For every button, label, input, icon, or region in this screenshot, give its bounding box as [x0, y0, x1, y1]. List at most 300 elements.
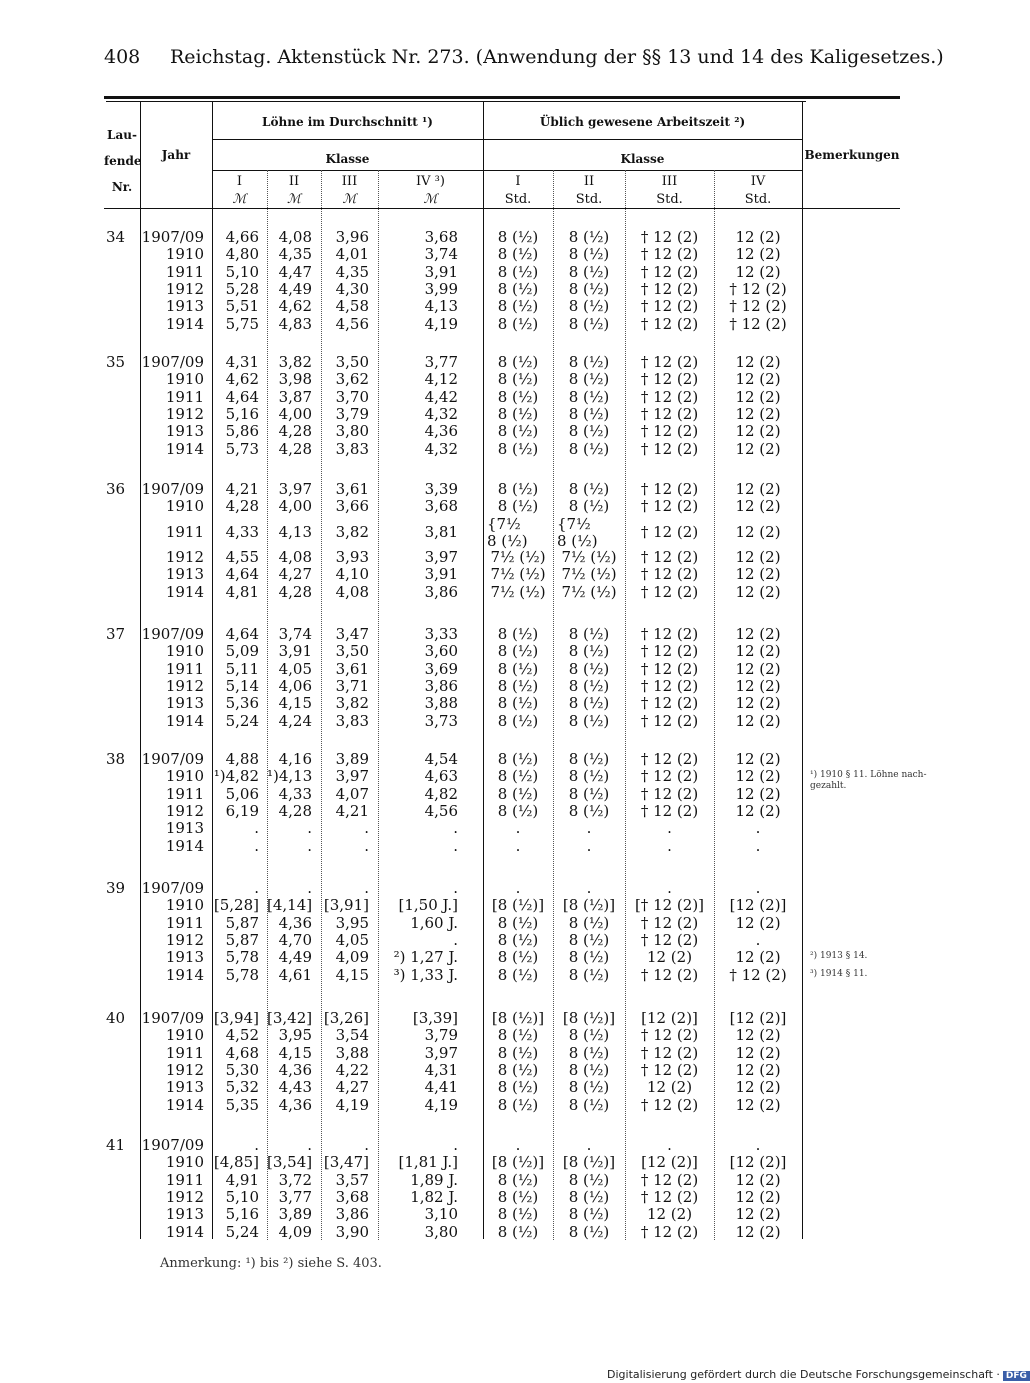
- worktime-cell: 12 (2): [646, 1078, 693, 1097]
- wage-cell: ³) 1,33 J.: [393, 965, 458, 984]
- wage-cell: 5,16: [225, 1205, 259, 1224]
- worktime-cell: 8 (½): [568, 676, 610, 695]
- year-cell: 1912: [165, 801, 204, 820]
- wage-class-2: II: [288, 174, 300, 189]
- worktime-cell: [8 (½)]: [491, 1009, 545, 1027]
- worktime-cell: 8 (½): [568, 1222, 610, 1241]
- wage-cell: 3,69: [424, 659, 458, 678]
- year-cell: 1911: [165, 913, 204, 932]
- worktime-cell: 12 (2): [735, 228, 781, 246]
- worktime-cell: 8 (½): [568, 297, 610, 316]
- wage-cell: 3,61: [335, 659, 369, 678]
- wage-cell: 3,91: [424, 565, 458, 584]
- wage-cell: 5,36: [225, 694, 259, 713]
- wage-cell: 4,32: [424, 439, 458, 458]
- wage-cell: 4,01: [335, 245, 369, 264]
- worktime-cell: 8 (½): [568, 245, 610, 264]
- page-header: [104, 44, 944, 74]
- wage-cell: 3,77: [424, 353, 458, 371]
- group-number: 39: [106, 879, 126, 897]
- year-cell: 1911: [165, 262, 204, 281]
- wage-cell: 3,89: [335, 750, 369, 768]
- wage-cell: [5,28]: [213, 896, 259, 915]
- wage-cell: 4,61: [278, 965, 312, 984]
- worktime-cell: 8 (½): [497, 314, 539, 333]
- worktime-cell: 7½ (½): [490, 582, 546, 601]
- worktime-cell: 12 (2): [735, 547, 781, 566]
- wage-cell: 5,32: [225, 1078, 259, 1097]
- worktime-cell: 12 (2): [735, 1222, 781, 1241]
- wage-cell: 3,50: [335, 642, 369, 661]
- wage-cell: 4,22: [335, 1060, 369, 1079]
- worktime-cell: .: [586, 879, 592, 897]
- worktime-cell: 12 (2): [735, 480, 781, 498]
- wage-cell: 1,82 J.: [410, 1187, 458, 1206]
- worktime-cell: 8 (½): [497, 1043, 539, 1062]
- wage-cell: 3,74: [278, 625, 312, 643]
- wage-cell: 4,62: [278, 297, 312, 316]
- wage-cell: 3,57: [335, 1170, 369, 1189]
- wage-cell: 4,06: [278, 676, 312, 695]
- worktime-cell: 8 (½): [568, 480, 610, 498]
- year-cell: 1910: [165, 642, 204, 661]
- worktime-cell: 12 (2): [735, 422, 781, 441]
- wage-cell: 3,74: [424, 245, 458, 264]
- wage-cell: 4,31: [424, 1060, 458, 1079]
- worktime-cell: .: [755, 819, 761, 838]
- time-unit-4: Std.: [744, 192, 772, 207]
- year-cell: 1907/09: [141, 1136, 204, 1154]
- credit-text: Digitalisierung gefördert durch die Deutsche Forschungsgemeinschaft ·: [607, 1368, 1000, 1381]
- worktime-cell: [8 (½)]: [491, 1153, 545, 1172]
- year-cell: 1912: [165, 1187, 204, 1206]
- worktime-cell: † 12 (2): [640, 801, 699, 820]
- worktime-cell: † 12 (2): [640, 767, 699, 786]
- wage-cell: 3,77: [278, 1187, 312, 1206]
- wage-cell: 3,93: [335, 547, 369, 566]
- wage-cell: 3,54: [335, 1026, 369, 1045]
- worktime-cell: .: [755, 836, 761, 855]
- wage-cell: 4,32: [424, 404, 458, 423]
- group-number: 38: [106, 750, 126, 768]
- worktime-cell: † 12 (2): [640, 659, 699, 678]
- year-cell: 1907/09: [141, 228, 204, 246]
- worktime-cell: 12 (2): [646, 1205, 693, 1224]
- worktime-cell: 8 (½): [568, 387, 610, 406]
- wage-cell: 4,68: [225, 1043, 259, 1062]
- table-top-rule-thin: [106, 101, 806, 102]
- wage-cell: 4,19: [424, 1095, 458, 1114]
- worktime-cell: † 12 (2): [640, 784, 699, 803]
- remark-note: gezahlt.: [810, 780, 847, 791]
- time-class-2: II: [583, 174, 595, 189]
- wage-cell: [1,81 J.]: [398, 1153, 458, 1172]
- worktime-cell: 8 (½): [497, 1170, 539, 1189]
- worktime-cell: 8 (½): [568, 439, 610, 458]
- year-cell: 1910: [165, 245, 204, 264]
- wage-cell: .: [254, 836, 259, 855]
- wage-cell: 5,51: [225, 297, 259, 316]
- worktime-cell: 12 (2): [735, 1187, 781, 1206]
- wage-cell: 4,28: [278, 801, 312, 820]
- wage-cell: 4,31: [225, 353, 259, 371]
- year-cell: 1907/09: [141, 879, 204, 897]
- year-cell: 1914: [165, 1222, 204, 1241]
- worktime-cell: .: [755, 930, 761, 949]
- worktime-cell: 12 (2): [735, 1095, 781, 1114]
- header-bemerkungen: Bemerkungen: [804, 148, 900, 162]
- wage-cell: [3,42]: [267, 1009, 313, 1027]
- worktime-cell: 12 (2): [735, 676, 781, 695]
- wage-cell: 3,89: [278, 1205, 312, 1224]
- remark-note: ¹) 1910 § 11. Löhne nach-: [810, 770, 927, 781]
- year-cell: 1907/09: [141, 353, 204, 371]
- wage-cell: 4,13: [278, 522, 312, 541]
- worktime-cell: .: [667, 836, 672, 855]
- wage-cell: 4,33: [225, 522, 259, 541]
- wage-cell: 4,15: [278, 694, 312, 713]
- worktime-cell: .: [515, 879, 521, 897]
- worktime-cell: 8 (½): [497, 801, 539, 820]
- wage-cell: 4,64: [225, 565, 259, 584]
- header-bottom-rule: [104, 208, 900, 209]
- worktime-cell: 8 (½): [497, 659, 539, 678]
- worktime-cell: 12 (2): [735, 245, 781, 264]
- header-laufende-nr: [104, 122, 140, 200]
- wage-class-1: I: [236, 174, 243, 189]
- wage-cell: 4,35: [278, 245, 312, 264]
- wage-cell: 4,19: [335, 1095, 369, 1114]
- worktime-cell: 8 (½): [568, 913, 610, 932]
- worktime-cell: 8 (½): [568, 642, 610, 661]
- wage-cell: 3,98: [278, 370, 312, 389]
- wage-cell: 3,68: [335, 1187, 369, 1206]
- year-cell: 1910: [165, 497, 204, 516]
- worktime-cell: 7½ (½): [490, 547, 546, 566]
- wage-cell: 4,08: [278, 547, 312, 566]
- wage-cell: 4,12: [424, 370, 458, 389]
- header-arbeitszeit: Üblich gewesene Arbeitszeit ²): [539, 115, 746, 129]
- wage-cell: 1,60 J.: [410, 913, 458, 932]
- wage-cell: 3,88: [424, 694, 458, 713]
- year-cell: 1914: [165, 965, 204, 984]
- year-cell: 1907/09: [141, 480, 204, 498]
- wage-cell: [3,47]: [323, 1153, 369, 1172]
- worktime-cell: † 12 (2): [729, 279, 787, 298]
- worktime-cell: 8 (½): [497, 948, 539, 967]
- worktime-cell: 7½ (½): [490, 565, 546, 584]
- wage-cell: 3,99: [424, 279, 458, 298]
- worktime-cell: 8 (½): [568, 801, 610, 820]
- year-cell: 1914: [165, 711, 204, 730]
- year-cell: 1911: [165, 1170, 204, 1189]
- worktime-cell: 8 (½): [497, 1060, 539, 1079]
- wage-unit-3: ℳ: [342, 192, 357, 207]
- year-cell: 1913: [165, 694, 204, 713]
- group-number: 40: [106, 1009, 126, 1027]
- wage-cell: 5,16: [225, 404, 259, 423]
- worktime-cell: 8 (½): [497, 262, 539, 281]
- time-unit-3: Std.: [656, 192, 683, 207]
- year-cell: 1911: [165, 387, 204, 406]
- worktime-cell: 12 (2): [735, 1026, 781, 1045]
- wage-unit-4: ℳ: [423, 192, 438, 207]
- worktime-cell: 12 (2): [735, 659, 781, 678]
- digitization-credit: [607, 1368, 1030, 1381]
- group-number: 36: [106, 480, 126, 498]
- wage-cell: 4,52: [225, 1026, 259, 1045]
- wage-cell: .: [364, 819, 369, 838]
- wage-cell: 3,81: [424, 522, 458, 541]
- wage-cell: 5,73: [225, 439, 259, 458]
- worktime-cell: 12 (2): [735, 948, 781, 967]
- footnote: Anmerkung: ¹) bis ²) siehe S. 403.: [160, 1256, 382, 1271]
- year-cell: 1912: [165, 930, 204, 949]
- wage-cell: 3,91: [278, 642, 312, 661]
- worktime-cell: 8 (½): [568, 353, 610, 371]
- wage-cell: 3,97: [335, 767, 369, 786]
- year-cell: 1911: [165, 1043, 204, 1062]
- worktime-cell: † 12 (2): [640, 582, 699, 601]
- wage-cell: 3,97: [424, 1043, 458, 1062]
- worktime-cell: 12 (2): [735, 711, 781, 730]
- worktime-cell: † 12 (2): [640, 480, 699, 498]
- worktime-cell: .: [755, 1136, 761, 1154]
- wage-cell: 5,11: [225, 659, 259, 678]
- worktime-cell: 8 (½): [497, 387, 539, 406]
- wage-cell: 3,39: [424, 480, 458, 498]
- year-cell: 1911: [165, 659, 204, 678]
- worktime-cell: 8 (½): [497, 767, 539, 786]
- wage-cell: [3,94]: [213, 1009, 259, 1027]
- wage-cell: 4,70: [278, 930, 312, 949]
- wage-cell: 3,71: [335, 676, 369, 695]
- year-cell: 1912: [165, 404, 204, 423]
- wage-cell: 1,89 J.: [410, 1170, 458, 1189]
- wage-cell: 4,83: [278, 314, 312, 333]
- worktime-cell: 12 (2): [735, 625, 781, 643]
- worktime-cell: † 12 (2): [640, 1187, 699, 1206]
- worktime-cell: † 12 (2): [640, 750, 699, 768]
- worktime-cell: 8 (½): [568, 711, 610, 730]
- wage-class-3: III: [341, 174, 358, 189]
- worktime-cell: 8 (½): [497, 694, 539, 713]
- remark-note: ³) 1914 § 11.: [810, 968, 868, 979]
- wage-cell: 4,43: [278, 1078, 312, 1097]
- worktime-cell: [8 (½)]: [562, 896, 616, 915]
- worktime-cell: 8 (½): [497, 228, 539, 246]
- wage-cell: 5,24: [225, 1222, 259, 1241]
- worktime-cell: 8 (½): [568, 930, 610, 949]
- wage-cell: 5,30: [225, 1060, 259, 1079]
- worktime-cell: † 12 (2): [640, 625, 699, 643]
- worktime-cell: 8 (½): [497, 353, 539, 371]
- worktime-cell: 8 (½): [568, 784, 610, 803]
- wage-cell: .: [307, 1136, 312, 1154]
- wage-cell: 4,27: [335, 1078, 369, 1097]
- worktime-cell: 8 (½): [568, 1095, 610, 1114]
- worktime-cell: 12 (2): [735, 642, 781, 661]
- worktime-cell: † 12 (2): [640, 1026, 699, 1045]
- worktime-cell: † 12 (2): [640, 353, 699, 371]
- wage-cell: 3,33: [424, 625, 458, 643]
- wage-cell: 5,14: [225, 676, 259, 695]
- year-cell: 1913: [165, 422, 204, 441]
- worktime-cell: 12 (2): [646, 948, 693, 967]
- worktime-cell: [8 (½)]: [562, 1153, 616, 1172]
- wage-cell: 4,49: [278, 279, 312, 298]
- worktime-cell: 8 (½): [568, 948, 610, 967]
- worktime-cell: † 12 (2): [640, 228, 699, 246]
- year-cell: 1912: [165, 1060, 204, 1079]
- wage-cell: 3,83: [335, 711, 369, 730]
- wage-cell: ¹)4,82: [213, 767, 259, 786]
- wage-cell: 4,63: [424, 767, 458, 786]
- year-cell: 1907/09: [141, 750, 204, 768]
- year-cell: 1912: [165, 676, 204, 695]
- worktime-cell: † 12 (2): [640, 1170, 699, 1189]
- wage-cell: 4,00: [278, 404, 312, 423]
- wage-unit-2: ℳ: [287, 192, 301, 207]
- wage-cell: 4,30: [335, 279, 369, 298]
- time-unit-1: Std.: [504, 192, 532, 207]
- group-number: 41: [106, 1136, 126, 1154]
- worktime-cell: 8 (½): [497, 1205, 539, 1224]
- wage-cell: 4,64: [225, 625, 259, 643]
- worktime-cell: 12 (2): [735, 784, 781, 803]
- wage-cell: [4,14]: [267, 896, 313, 915]
- worktime-cell: † 12 (2): [640, 370, 699, 389]
- wage-cell: 4,35: [335, 262, 369, 281]
- wage-cell: [3,39]: [412, 1009, 458, 1027]
- worktime-cell: .: [515, 836, 521, 855]
- year-cell: 1910: [165, 370, 204, 389]
- wage-cell: 4,36: [278, 1095, 312, 1114]
- wage-cell: 5,78: [225, 948, 259, 967]
- wage-cell: .: [364, 1136, 369, 1154]
- worktime-cell: † 12 (2): [640, 1043, 699, 1062]
- year-cell: 1913: [165, 565, 204, 584]
- worktime-cell: † 12 (2): [640, 297, 699, 316]
- worktime-cell: † 12 (2): [640, 1222, 699, 1241]
- wage-cell: .: [254, 1136, 259, 1154]
- worktime-cell: 8 (½): [568, 314, 610, 333]
- wage-cell: 3,80: [424, 1222, 458, 1241]
- wage-cell: 5,09: [225, 642, 259, 661]
- wage-cell: 3,82: [335, 522, 369, 541]
- header-loehne: Löhne im Durchschnitt ¹): [262, 115, 433, 129]
- wage-cell: 4,56: [335, 314, 369, 333]
- time-unit-2: Std.: [575, 192, 603, 207]
- header-nr-line-2: fende: [104, 154, 142, 168]
- wage-cell: 5,35: [225, 1095, 259, 1114]
- worktime-cell: 8 (½): [568, 1170, 610, 1189]
- worktime-cell: † 12 (2): [729, 297, 787, 316]
- wage-cell: 4,58: [335, 297, 369, 316]
- wage-cell: .: [453, 1136, 458, 1154]
- worktime-cell: † 12 (2): [640, 913, 699, 932]
- table-top-rule: [104, 96, 900, 99]
- wage-cell: 4,09: [278, 1222, 312, 1241]
- worktime-cell: 8 (½): [497, 913, 539, 932]
- worktime-cell: 12 (2): [735, 750, 781, 768]
- worktime-cell: 12 (2): [735, 694, 781, 713]
- year-cell: 1912: [165, 547, 204, 566]
- worktime-cell: 12 (2): [735, 353, 781, 371]
- year-cell: 1910: [165, 896, 204, 915]
- time-class-1: I: [515, 174, 521, 189]
- wage-cell: .: [307, 879, 312, 897]
- worktime-cell: .: [667, 879, 672, 897]
- wage-cell: 5,87: [225, 930, 259, 949]
- worktime-cell: 12 (2): [735, 497, 781, 516]
- header-klasse-time: Klasse: [620, 152, 665, 166]
- worktime-cell: [12 (2)]: [729, 1153, 787, 1172]
- wage-cell: 4,00: [278, 497, 312, 516]
- worktime-cell: 7½ (½): [561, 547, 617, 566]
- wage-cell: .: [254, 879, 259, 897]
- worktime-cell: 8 (½): [497, 1095, 539, 1114]
- wage-class-4: IV ³): [416, 174, 445, 189]
- worktime-cell: 12 (2): [735, 767, 781, 786]
- group-number: 34: [106, 228, 126, 246]
- wage-cell: .: [453, 836, 458, 855]
- wage-cell: [1,50 J.]: [398, 896, 458, 915]
- worktime-cell: 8 (½): [568, 422, 610, 441]
- year-cell: 1910: [165, 1153, 204, 1172]
- wage-cell: 4,15: [278, 1043, 312, 1062]
- wage-cell: 4,21: [335, 801, 369, 820]
- wage-cell: 4,80: [225, 245, 259, 264]
- time-class-3: III: [661, 174, 678, 189]
- worktime-cell: 8 (½): [497, 245, 539, 264]
- year-cell: 1914: [165, 836, 204, 855]
- wage-cell: 5,78: [225, 965, 259, 984]
- worktime-cell: 8 (½): [497, 642, 539, 661]
- wage-cell: 3,95: [335, 913, 369, 932]
- header-jahr: Jahr: [161, 148, 191, 162]
- year-cell: 1914: [165, 582, 204, 601]
- worktime-cell: † 12 (2): [729, 314, 787, 333]
- worktime-cell: 8 (½): [497, 1222, 539, 1241]
- wage-cell: 4,62: [225, 370, 259, 389]
- worktime-cell: † 12 (2): [640, 387, 699, 406]
- worktime-cell: 8 (½): [568, 750, 610, 768]
- worktime-cell: 12 (2): [735, 1043, 781, 1062]
- worktime-cell: † 12 (2): [640, 439, 699, 458]
- worktime-cell: 8 (½): [568, 404, 610, 423]
- wage-cell: 4,28: [278, 439, 312, 458]
- wage-cell: 4,10: [335, 565, 369, 584]
- wage-cell: [3,91]: [323, 896, 369, 915]
- worktime-cell: .: [586, 836, 592, 855]
- time-class-4: IV: [750, 174, 766, 189]
- wage-cell: 4,28: [225, 497, 259, 516]
- wage-cell: 4,42: [424, 387, 458, 406]
- wage-cell: ²) 1,27 J.: [393, 948, 458, 967]
- year-cell: 1912: [165, 279, 204, 298]
- wage-cell: .: [453, 819, 458, 838]
- worktime-cell: 12 (2): [735, 439, 781, 458]
- worktime-cell: 12 (2): [735, 565, 781, 584]
- worktime-cell: 12 (2): [735, 1060, 781, 1079]
- worktime-cell: 12 (2): [735, 522, 781, 541]
- wage-cell: .: [254, 819, 259, 838]
- worktime-cell: [12 (2)]: [729, 1009, 787, 1027]
- wage-cell: 4,27: [278, 565, 312, 584]
- worktime-cell: 8 (½): [497, 404, 539, 423]
- worktime-cell: † 12 (2): [640, 262, 699, 281]
